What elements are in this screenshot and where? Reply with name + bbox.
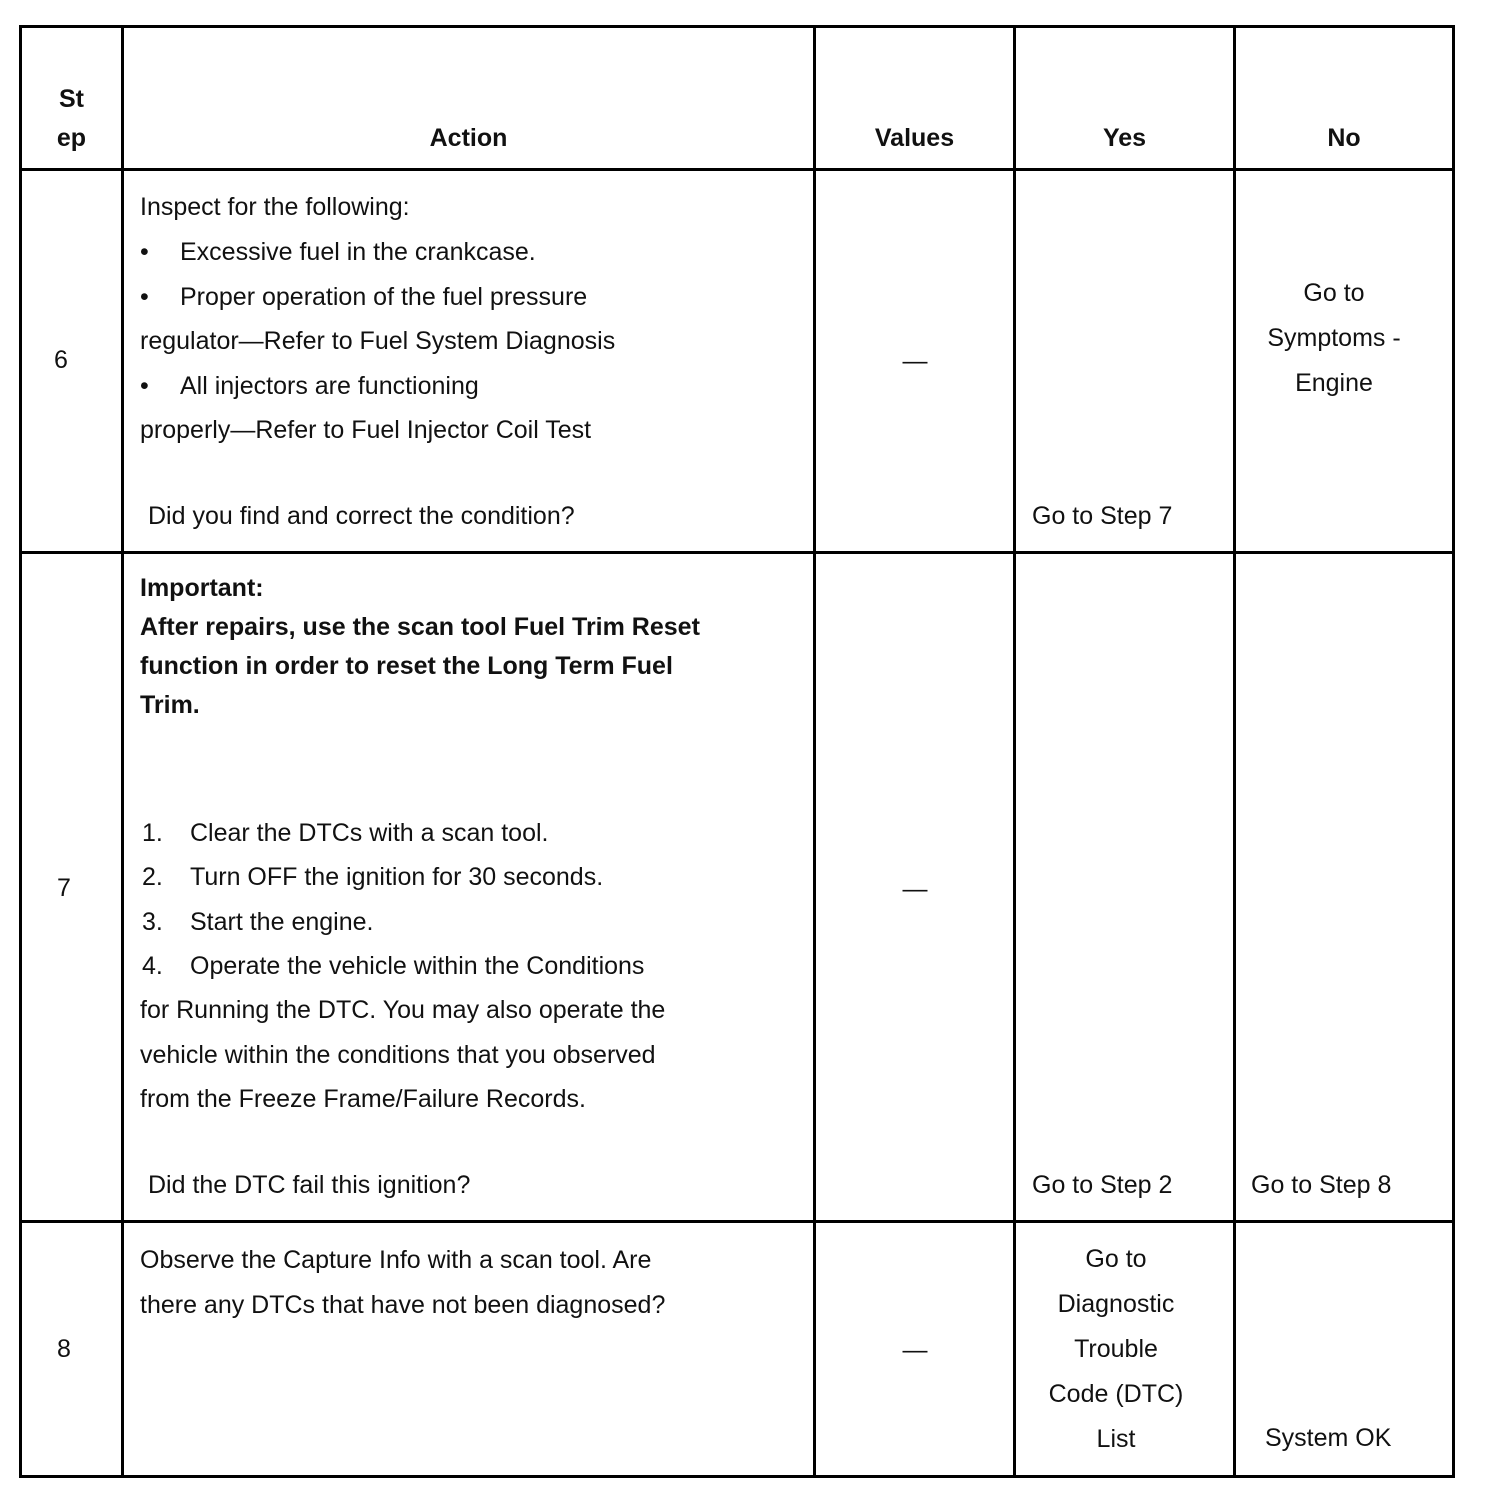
procedure-step: 2. Turn OFF the ignition for 30 seconds. (142, 863, 604, 891)
procedure-continuation: for Running the DTC. You may also operate the (140, 996, 666, 1024)
action-text: there any DTCs that have not been diagnosed? (140, 1291, 666, 1319)
header-no: No (1327, 124, 1361, 152)
action-question: Did you find and correct the condition? (148, 502, 575, 530)
important-text: function in order to reset the Long Term Fuel (140, 652, 673, 680)
values-cell: — (902, 1336, 928, 1364)
important-text: Trim. (140, 691, 200, 719)
yes-cell: Go to Step 2 (1032, 1171, 1173, 1199)
procedure-continuation: from the Freeze Frame/Failure Records. (140, 1085, 586, 1113)
action-bullet-continuation: properly—Refer to Fuel Injector Coil Test (140, 416, 592, 444)
action-bullet: • Proper operation of the fuel pressure (140, 283, 588, 311)
action-bullet: • Excessive fuel in the crankcase. (140, 238, 536, 266)
step-number: 8 (57, 1335, 71, 1363)
header-action: Action (429, 124, 508, 152)
action-text: Observe the Capture Info with a scan tool. Are (140, 1246, 652, 1274)
action-question: Did the DTC fail this ignition? (148, 1171, 471, 1199)
procedure-continuation: vehicle within the conditions that you observed (140, 1041, 656, 1069)
yes-cell: Go to Diagnostic Trouble Code (DTC) List (1048, 1245, 1184, 1453)
values-cell: — (902, 875, 928, 903)
no-cell: Go to Step 8 (1251, 1171, 1392, 1199)
action-bullet: • All injectors are functioning (140, 372, 479, 400)
values-cell: — (902, 347, 928, 375)
step-number: 7 (57, 874, 71, 902)
header-step: St ep (56, 85, 87, 152)
procedure-step: 1. Clear the DTCs with a scan tool. (142, 819, 549, 847)
procedure-step: 3. Start the engine. (142, 908, 374, 936)
important-text: After repairs, use the scan tool Fuel Trim Reset (140, 613, 700, 641)
procedure-step: 4. Operate the vehicle within the Conditions (142, 952, 645, 980)
header-yes: Yes (1102, 124, 1147, 152)
action-intro: Inspect for the following: (140, 193, 410, 221)
action-bullet-continuation: regulator—Refer to Fuel System Diagnosis (140, 327, 616, 355)
step-number: 6 (54, 346, 68, 374)
no-cell: Go to Symptoms - Engine (1267, 279, 1401, 397)
important-title: Important: (140, 574, 264, 602)
yes-cell: Go to Step 7 (1032, 502, 1173, 530)
header-values: Values (874, 124, 955, 152)
no-cell: System OK (1265, 1424, 1392, 1452)
